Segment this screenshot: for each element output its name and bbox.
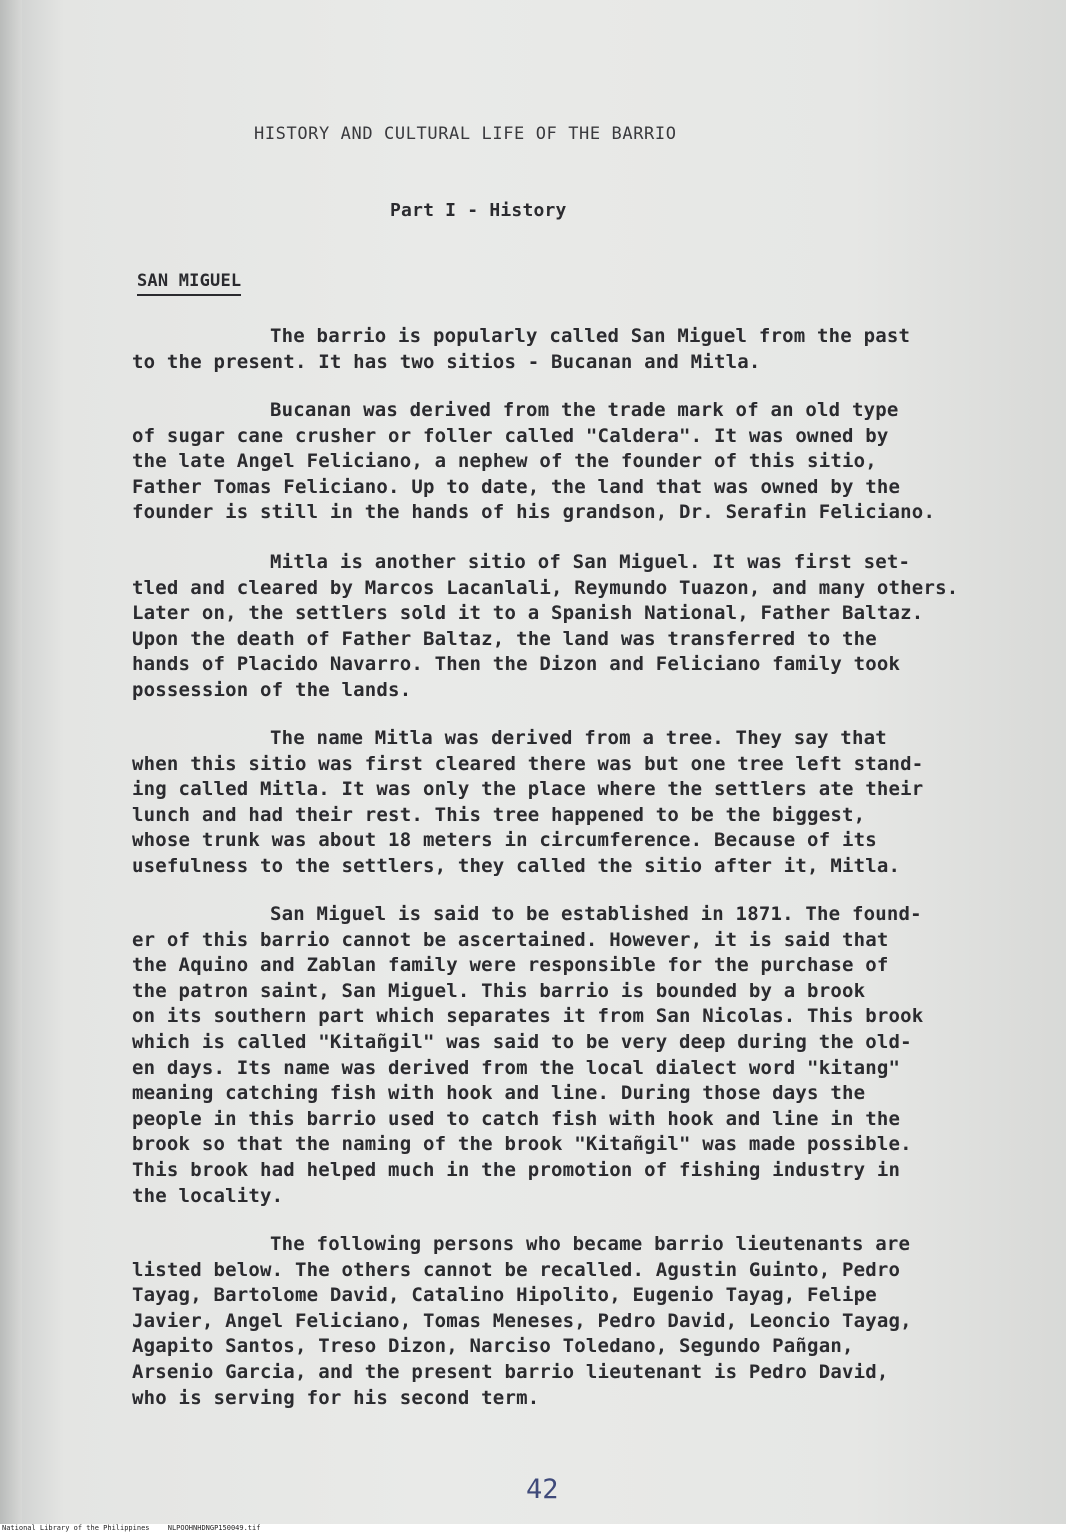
paragraph-line: on its southern part which separates it from San Nicolas. This brook (132, 1005, 924, 1028)
document-title: HISTORY AND CULTURAL LIFE OF THE BARRIO (254, 124, 677, 144)
page-number: 42 (526, 1474, 559, 1505)
paragraph-line: meaning catching fish with hook and line. During those days the (132, 1082, 866, 1105)
paragraph-line: Father Tomas Feliciano. Up to date, the land that was owned by the (132, 475, 901, 498)
paragraph-line: Upon the death of Father Baltaz, the land was transferred to the (132, 627, 877, 650)
paragraph-line: the patron saint, San Miguel. This barrio is bounded by a brook (132, 979, 866, 1002)
paragraph-line: Javier, Angel Feliciano, Tomas Meneses, Pedro David, Leoncio Tayag, (132, 1309, 912, 1332)
paragraph-line: founder is still in the hands of his grandson, Dr. Serafin Feliciano. (132, 501, 936, 524)
paragraph (132, 1232, 1002, 1411)
paragraph (132, 398, 1002, 526)
paragraph-line: This brook had helped much in the promotion of fishing industry in (132, 1158, 901, 1181)
paragraph-line: whose trunk was about 18 meters in circumference. Because of its (132, 829, 877, 852)
paragraph-line: er of this barrio cannot be ascertained. However, it is said that (132, 928, 889, 951)
section-heading: SAN MIGUEL (137, 271, 241, 296)
paragraph-line: to the present. It has two sitios - Bucanan and Mitla. (132, 350, 761, 373)
paragraph-line: Tayag, Bartolome David, Catalino Hipolito, Eugenio Tayag, Felipe (132, 1284, 877, 1307)
paragraph-line: ing called Mitla. It was only the place where the settlers ate their (132, 778, 924, 801)
paragraph-line: the late Angel Feliciano, a nephew of the founder of this sitio, (132, 450, 877, 473)
paragraph-line: people in this barrio used to catch fish with hook and line in the (132, 1107, 901, 1130)
document-subtitle: Part I - History (390, 200, 567, 221)
paragraph-line: en days. Its name was derived from the local dialect word "kitang" (132, 1056, 901, 1079)
footer-institution: National Library of the Philippines (2, 1524, 150, 1532)
paragraph-line: brook so that the naming of the brook "Kitañgil" was made possible. (132, 1133, 912, 1156)
paragraph (132, 726, 1002, 880)
paragraph (132, 902, 1002, 1209)
paragraph-line: San Miguel is said to be established in 1871. The found- (270, 903, 922, 925)
paragraph-line: The name Mitla was derived from a tree. They say that (270, 727, 887, 749)
scan-footer (2, 1524, 274, 1532)
page-spine-shadow (0, 0, 22, 1534)
paragraph-line: lunch and had their rest. This tree happened to be the biggest, (132, 803, 866, 826)
paragraph-line: of sugar cane crusher or foller called "Caldera". It was owned by (132, 424, 889, 447)
paragraph-line: Agapito Santos, Treso Dizon, Narciso Toledano, Segundo Pañgan, (132, 1335, 854, 1358)
paragraph (132, 550, 1002, 704)
paragraph-line: Bucanan was derived from the trade mark of an old type (270, 399, 899, 421)
footer-filename: NLPOOHNHDNGP150049.tif (167, 1524, 261, 1532)
paragraph-line: tled and cleared by Marcos Lacanlali, Reymundo Tuazon, and many others. (132, 576, 959, 599)
paragraph-line: Later on, the settlers sold it to a Spanish National, Father Baltaz. (132, 602, 924, 625)
paragraph (132, 324, 1002, 375)
paragraph-line: usefulness to the settlers, they called the sitio after it, Mitla. (132, 854, 901, 877)
paragraph-line: the locality. (132, 1184, 284, 1207)
paragraph-line: Mitla is another sitio of San Miguel. It was first set- (270, 551, 911, 573)
paragraph-line: hands of Placido Navarro. Then the Dizon and Feliciano family took (132, 653, 901, 676)
paragraph-line: The barrio is popularly called San Miguel from the past (270, 325, 911, 347)
paragraph-line: possession of the lands. (132, 678, 412, 701)
paragraph-line: The following persons who became barrio lieutenants are (270, 1233, 911, 1255)
paragraph-line: who is serving for his second term. (132, 1386, 540, 1409)
paragraph-line: listed below. The others cannot be recalled. Agustin Guinto, Pedro (132, 1258, 901, 1281)
paragraph-line: the Aquino and Zablan family were responsible for the purchase of (132, 954, 889, 977)
paragraph-line: which is called "Kitañgil" was said to be very deep during the old- (132, 1030, 912, 1053)
paragraph-line: when this sitio was first cleared there was but one tree left stand- (132, 752, 924, 775)
paragraph-line: Arsenio Garcia, and the present barrio lieutenant is Pedro David, (132, 1360, 889, 1383)
